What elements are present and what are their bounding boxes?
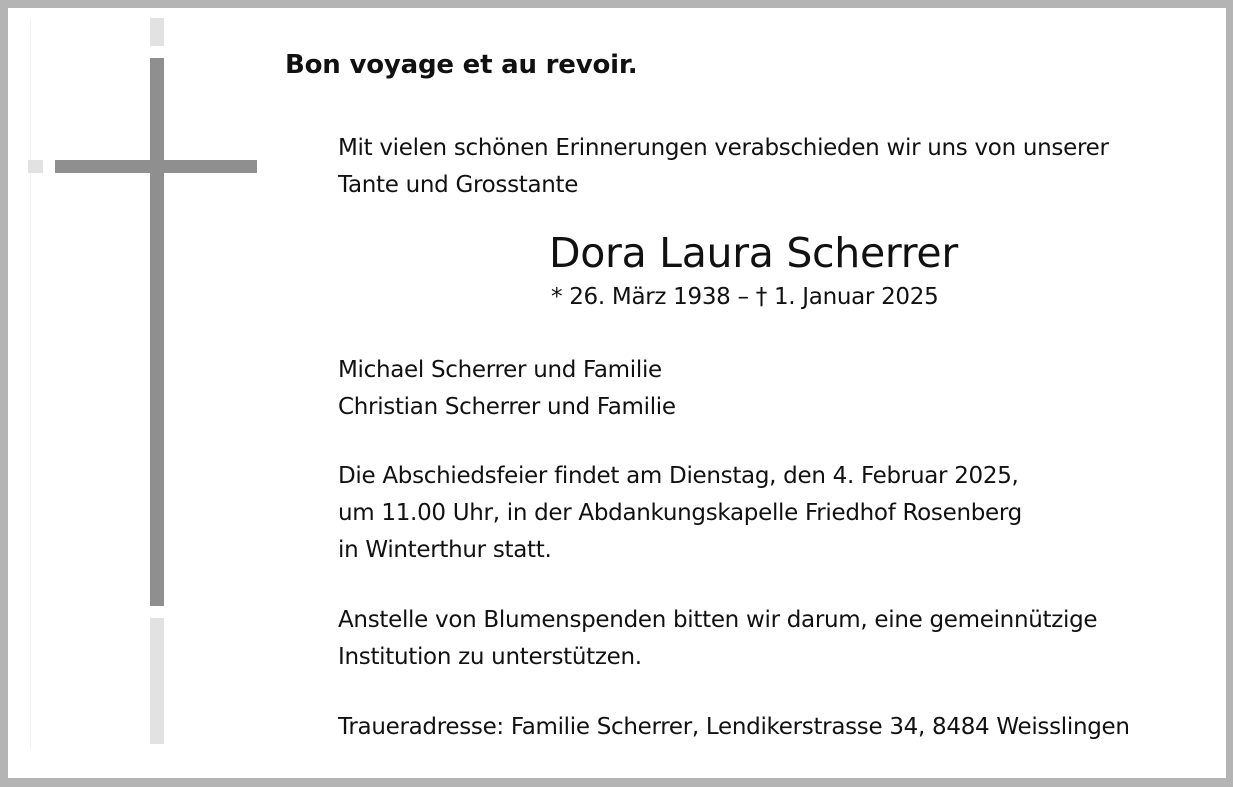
heading: Bon voyage et au revoir.: [285, 50, 638, 80]
cross-horizontal-beam: [55, 160, 257, 173]
family-member: Michael Scherrer und Familie: [338, 357, 662, 383]
intro-line: Mit vielen schönen Erinnerungen verabschieden wir uns von unserer: [338, 135, 1109, 161]
ceremony-line: in Winterthur statt.: [338, 537, 552, 563]
cross-bottom-tip: [150, 618, 164, 744]
cross-top-tip: [150, 18, 164, 46]
donations-line: Institution zu unterstützen.: [338, 644, 642, 670]
cross-vertical-beam: [150, 58, 164, 606]
intro-text: [338, 130, 1109, 204]
intro-line: Tante und Grosstante: [338, 172, 579, 198]
cross-left-tip: [28, 160, 43, 173]
ceremony-info: [338, 458, 1022, 569]
mourning-address: Traueradresse: Familie Scherrer, Lendikerstrasse 34, 8484 Weisslingen: [338, 714, 1130, 740]
family-member: Christian Scherrer und Familie: [338, 394, 676, 420]
deceased-dates: * 26. März 1938 – † 1. Januar 2025: [551, 284, 939, 310]
ceremony-line: Die Abschiedsfeier findet am Dienstag, den 4. Februar 2025,: [338, 463, 1019, 489]
donations-note: [338, 602, 1097, 676]
obituary-notice: [8, 8, 1226, 778]
ceremony-line: um 11.00 Uhr, in der Abdankungskapelle Friedhof Rosenberg: [338, 500, 1022, 526]
deceased-name: Dora Laura Scherrer: [549, 229, 958, 277]
family-list: [338, 352, 676, 426]
donations-line: Anstelle von Blumenspenden bitten wir darum, eine gemeinnützige: [338, 607, 1098, 633]
margin-line: [30, 20, 31, 750]
